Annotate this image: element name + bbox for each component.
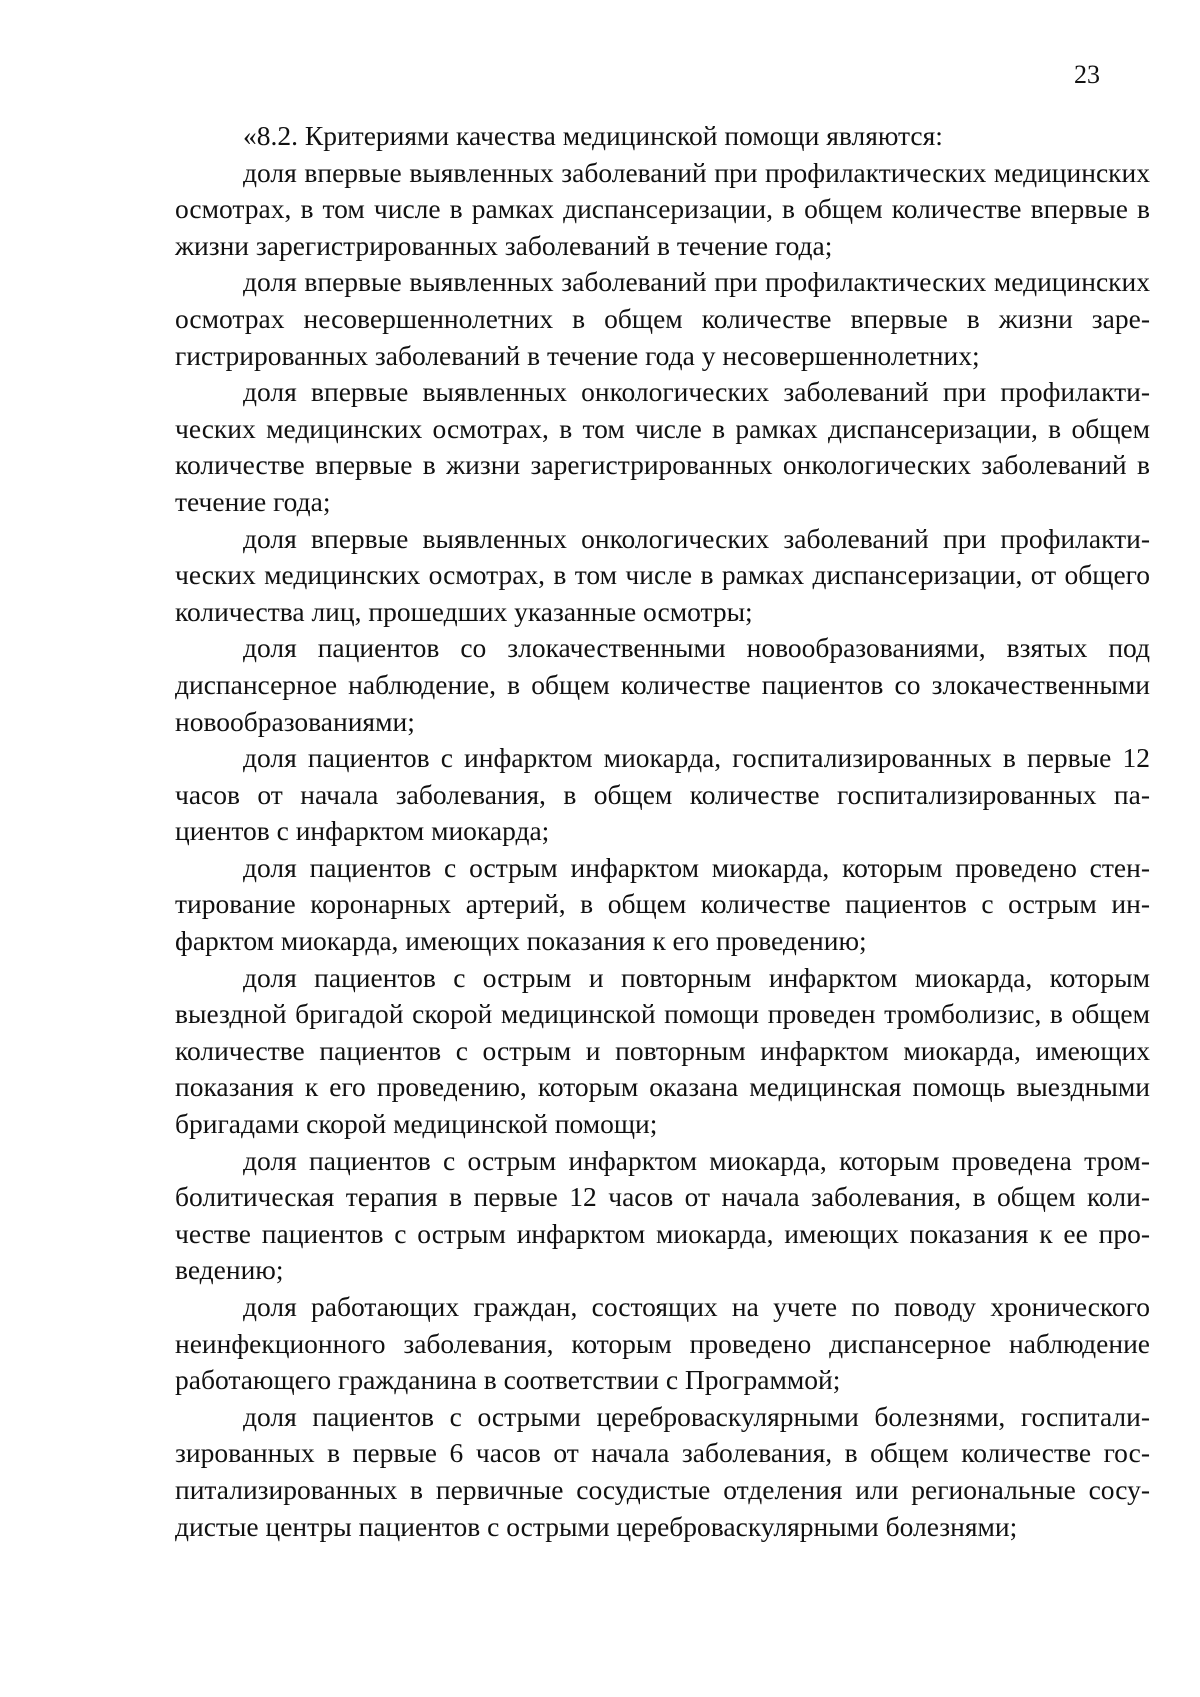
paragraph-3: доля впервые выявленных онкологических заболеваний при профилактических медицинских осмотрах, в том числе в рамках диспансеризации, в общем количестве впервые в жизни зарегистрированных онкологических заболеваний в течение года; bbox=[175, 376, 1150, 517]
paragraph-11: доля пациентов с острыми цереброваскулярными болезнями, госпитализированных в первые 6 часов от начала заболевания, в общем количестве госпитализированных в первичные сосудистые отделения или региональные сосудистые центры пациентов с острыми цереброваскулярными болезнями; bbox=[175, 1400, 1150, 1542]
paragraph-10: доля работающих граждан, состоящих на учете по поводу хронического неинфекционного заболевания, которым проведено диспансерное наблюдение работающего гражданина в соответствии с Программой; bbox=[175, 1291, 1150, 1396]
section-heading: «8.2. Критериями качества медицинской помощи являются: bbox=[243, 120, 943, 151]
paragraph-9: доля пациентов с острым инфарктом миокарда, которым проведена тромболитическая терапия в первые 12 часов от начала заболевания, в общем количестве пациентов с острым инфарктом миокарда, имеющих показания к ее проведению; bbox=[175, 1144, 1150, 1286]
document-body bbox=[175, 118, 1150, 1545]
paragraph-2: доля впервые выявленных заболеваний при профилактических медицинских осмотрах несовершеннолетних в общем количестве впервые в жизни зарегистрированных заболеваний в течение года у несовершеннолетних; bbox=[175, 266, 1150, 371]
paragraph-8: доля пациентов с острым и повторным инфарктом миокарда, которым выездной бригадой скорой медицинской помощи проведен тромболизис, в общем количестве пациентов с острым и повторным инфарктом миокарда, имеющих показания к его проведению, которым оказана медицинская помощь выездными бригадами скорой медицинской помощи; bbox=[175, 961, 1150, 1140]
paragraph-7: доля пациентов с острым инфарктом миокарда, которым проведено стентирование коронарных артерий, в общем количестве пациентов с острым инфарктом миокарда, имеющих показания к его проведению; bbox=[175, 851, 1150, 957]
paragraph-6: доля пациентов с инфарктом миокарда, госпитализированных в первые 12 часов от начала заболевания, в общем количестве госпитализированных пациентов с инфарктом миокарда; bbox=[175, 742, 1150, 847]
paragraph-1: доля впервые выявленных заболеваний при профилактических медицинских осмотрах, в том числе в рамках диспансеризации, в общем количестве впервые в жизни зарегистрированных заболеваний в течение года; bbox=[175, 156, 1150, 261]
paragraph-4: доля впервые выявленных онкологических заболеваний при профилактических медицинских осмотрах, в том числе в рамках диспансеризации, от общего количества лиц, прошедших указанные осмотры; bbox=[175, 522, 1150, 627]
page-number: 23 bbox=[1074, 60, 1100, 89]
paragraph-5: доля пациентов со злокачественными новообразованиями, взятых под диспансерное наблюдение, в общем количестве пациентов со злокачественными новообразованиями; bbox=[175, 632, 1150, 737]
